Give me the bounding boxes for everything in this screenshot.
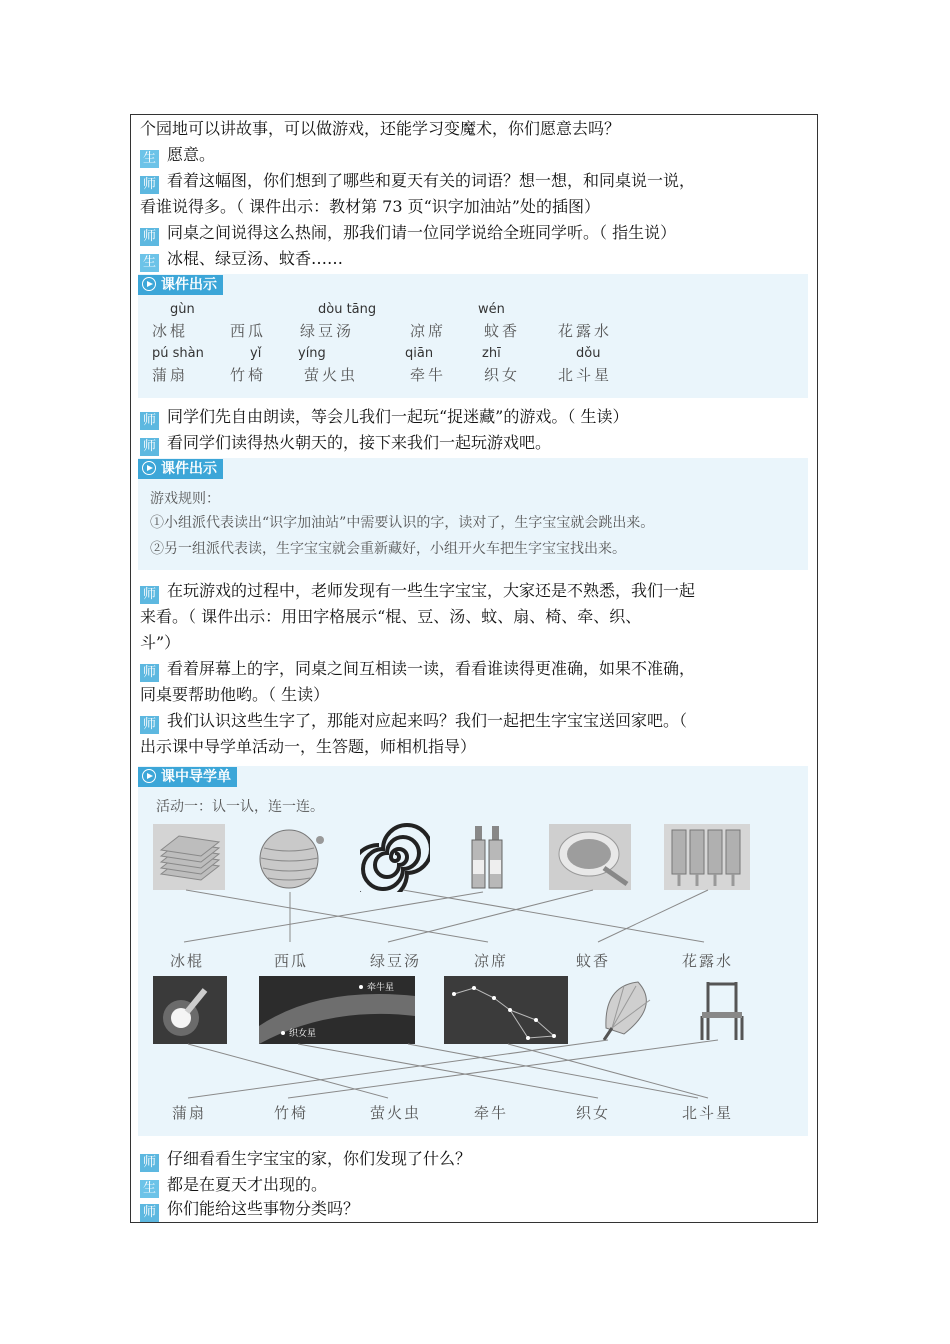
- text-line-12: 师 看着屏幕上的字，同桌之间互相读一读，看看谁读得更准确，如果不准确，: [140, 658, 695, 682]
- word: 牵牛: [410, 366, 447, 384]
- match-word: 蒲扇: [172, 1104, 207, 1122]
- text-line-16: 师 仔细看看生字宝宝的家，你们发现了什么？: [140, 1148, 471, 1172]
- star-label: 牵牛星: [367, 983, 395, 993]
- match-word: 北斗星: [682, 1104, 734, 1122]
- match-word: 牵牛: [474, 1104, 509, 1122]
- teacher-tag: 师: [140, 1204, 159, 1222]
- text-line-2: 生 愿意。: [140, 144, 215, 168]
- match-word: 凉席: [474, 952, 509, 970]
- teacher-tag: 师: [140, 228, 159, 246]
- text-line-3: 师 看着这幅图，你们想到了哪些和夏天有关的词语？想一想，和同桌说一说，: [140, 170, 695, 194]
- teacher-tag: 师: [140, 412, 159, 430]
- match-lines-1: [138, 880, 808, 950]
- pinyin: gùn: [170, 302, 195, 317]
- match-word: 织女: [576, 1104, 611, 1122]
- word: 冰棍: [152, 322, 189, 340]
- match-word: 西瓜: [274, 952, 309, 970]
- milky-way-picture: [259, 976, 415, 1044]
- play-icon: [142, 277, 156, 291]
- activity-title: 活动一：认一认，连一连。: [156, 799, 324, 815]
- text-line-15: 出示课中导学单活动一，生答题，师相机指导）: [140, 737, 477, 756]
- firefly-picture: [153, 976, 227, 1044]
- big-dipper-picture: [444, 976, 568, 1044]
- text-line-7: 师 同学们先自由朗读，等会儿我们一起玩“捉迷藏”的游戏。（ 生读）: [140, 406, 628, 430]
- word: 凉席: [410, 322, 447, 340]
- word: 绿豆汤: [300, 322, 355, 340]
- pinyin: zhī: [482, 346, 501, 361]
- pinyin: yíng: [298, 346, 326, 361]
- match-word: 萤火虫: [370, 1104, 422, 1122]
- courseware-header-1: 课件出示: [138, 275, 223, 295]
- teacher-tag: 师: [140, 586, 159, 604]
- teacher-tag: 师: [140, 438, 159, 456]
- match-word: 花露水: [682, 952, 734, 970]
- play-icon: [142, 461, 156, 475]
- rule-heading: 游戏规则：: [150, 491, 220, 507]
- word: 西瓜: [230, 322, 267, 340]
- word: 蒲扇: [152, 366, 189, 384]
- text-line-18: 师 你们能给这些事物分类吗？: [140, 1198, 359, 1222]
- rule-1: ①小组派代表读出“识字加油站”中需要认识的字，读对了，生字宝宝就会跳出来。: [150, 515, 655, 531]
- courseware-header-2: 课件出示: [138, 459, 223, 479]
- text-line-13: 同桌要帮助他哟。（ 生读）: [140, 685, 330, 704]
- text-line-9: 师 在玩游戏的过程中，老师发现有一些生字宝宝，大家还是不熟悉，我们一起: [140, 580, 695, 604]
- text-line-4: 看谁说得多。（ 课件出示：教材第 73 页“识字加油站”处的插图）: [140, 197, 600, 216]
- text-line-10: 来看。（ 课件出示：用田字格展示“棍、豆、汤、蚊、扇、椅、牵、织、: [140, 607, 642, 626]
- student-tag: 生: [140, 150, 159, 168]
- pinyin: yǐ: [250, 346, 262, 361]
- pinyin: qiān: [405, 346, 434, 361]
- pinyin: wén: [478, 302, 505, 317]
- pinyin: pú shàn: [152, 346, 204, 361]
- match-word: 蚊香: [576, 952, 611, 970]
- match-lines-2: [138, 1036, 808, 1104]
- word: 蚊香: [484, 322, 521, 340]
- teacher-tag: 师: [140, 664, 159, 682]
- word: 萤火虫: [304, 366, 359, 384]
- match-word: 竹椅: [274, 1104, 309, 1122]
- teacher-tag: 师: [140, 176, 159, 194]
- worksheet-header: 课中导学单: [138, 767, 237, 787]
- text-line-8: 师 看同学们读得热火朝天的，接下来我们一起玩游戏吧。: [140, 432, 551, 456]
- play-icon: [142, 769, 156, 783]
- student-tag: 生: [140, 1180, 159, 1198]
- text-line-5: 师 同桌之间说得这么热闹，那我们请一位同学说给全班同学听。（ 指生说）: [140, 222, 676, 246]
- text-line-1: 个园地可以讲故事，可以做游戏，还能学习变魔术，你们愿意去吗？: [140, 119, 621, 138]
- text-line-11: 斗”）: [140, 633, 181, 652]
- bamboo-chair-picture: [696, 976, 748, 1044]
- text-line-14: 师 我们认识这些生字了，那能对应起来吗？我们一起把生字宝宝送回家吧。（: [140, 710, 687, 734]
- rule-2: ②另一组派代表读，生字宝宝就会重新藏好，小组开火车把生字宝宝找出来。: [150, 541, 626, 557]
- word: 花露水: [558, 322, 613, 340]
- student-tag: 生: [140, 254, 159, 272]
- match-word: 绿豆汤: [370, 952, 422, 970]
- match-word: 冰棍: [170, 952, 205, 970]
- pinyin: dǒu: [576, 346, 601, 361]
- text-line-6: 生 冰棍、绿豆汤、蚊香……: [140, 248, 343, 272]
- teacher-tag: 师: [140, 1154, 159, 1172]
- word: 织女: [484, 366, 521, 384]
- star-label: 织女星: [289, 1029, 317, 1039]
- word: 竹椅: [230, 366, 267, 384]
- word: 北斗星: [558, 366, 613, 384]
- pinyin: dòu tāng: [318, 302, 377, 317]
- text-line-17: 生 都是在夏天才出现的。: [140, 1174, 327, 1198]
- teacher-tag: 师: [140, 716, 159, 734]
- cattail-fan-picture: [598, 976, 662, 1044]
